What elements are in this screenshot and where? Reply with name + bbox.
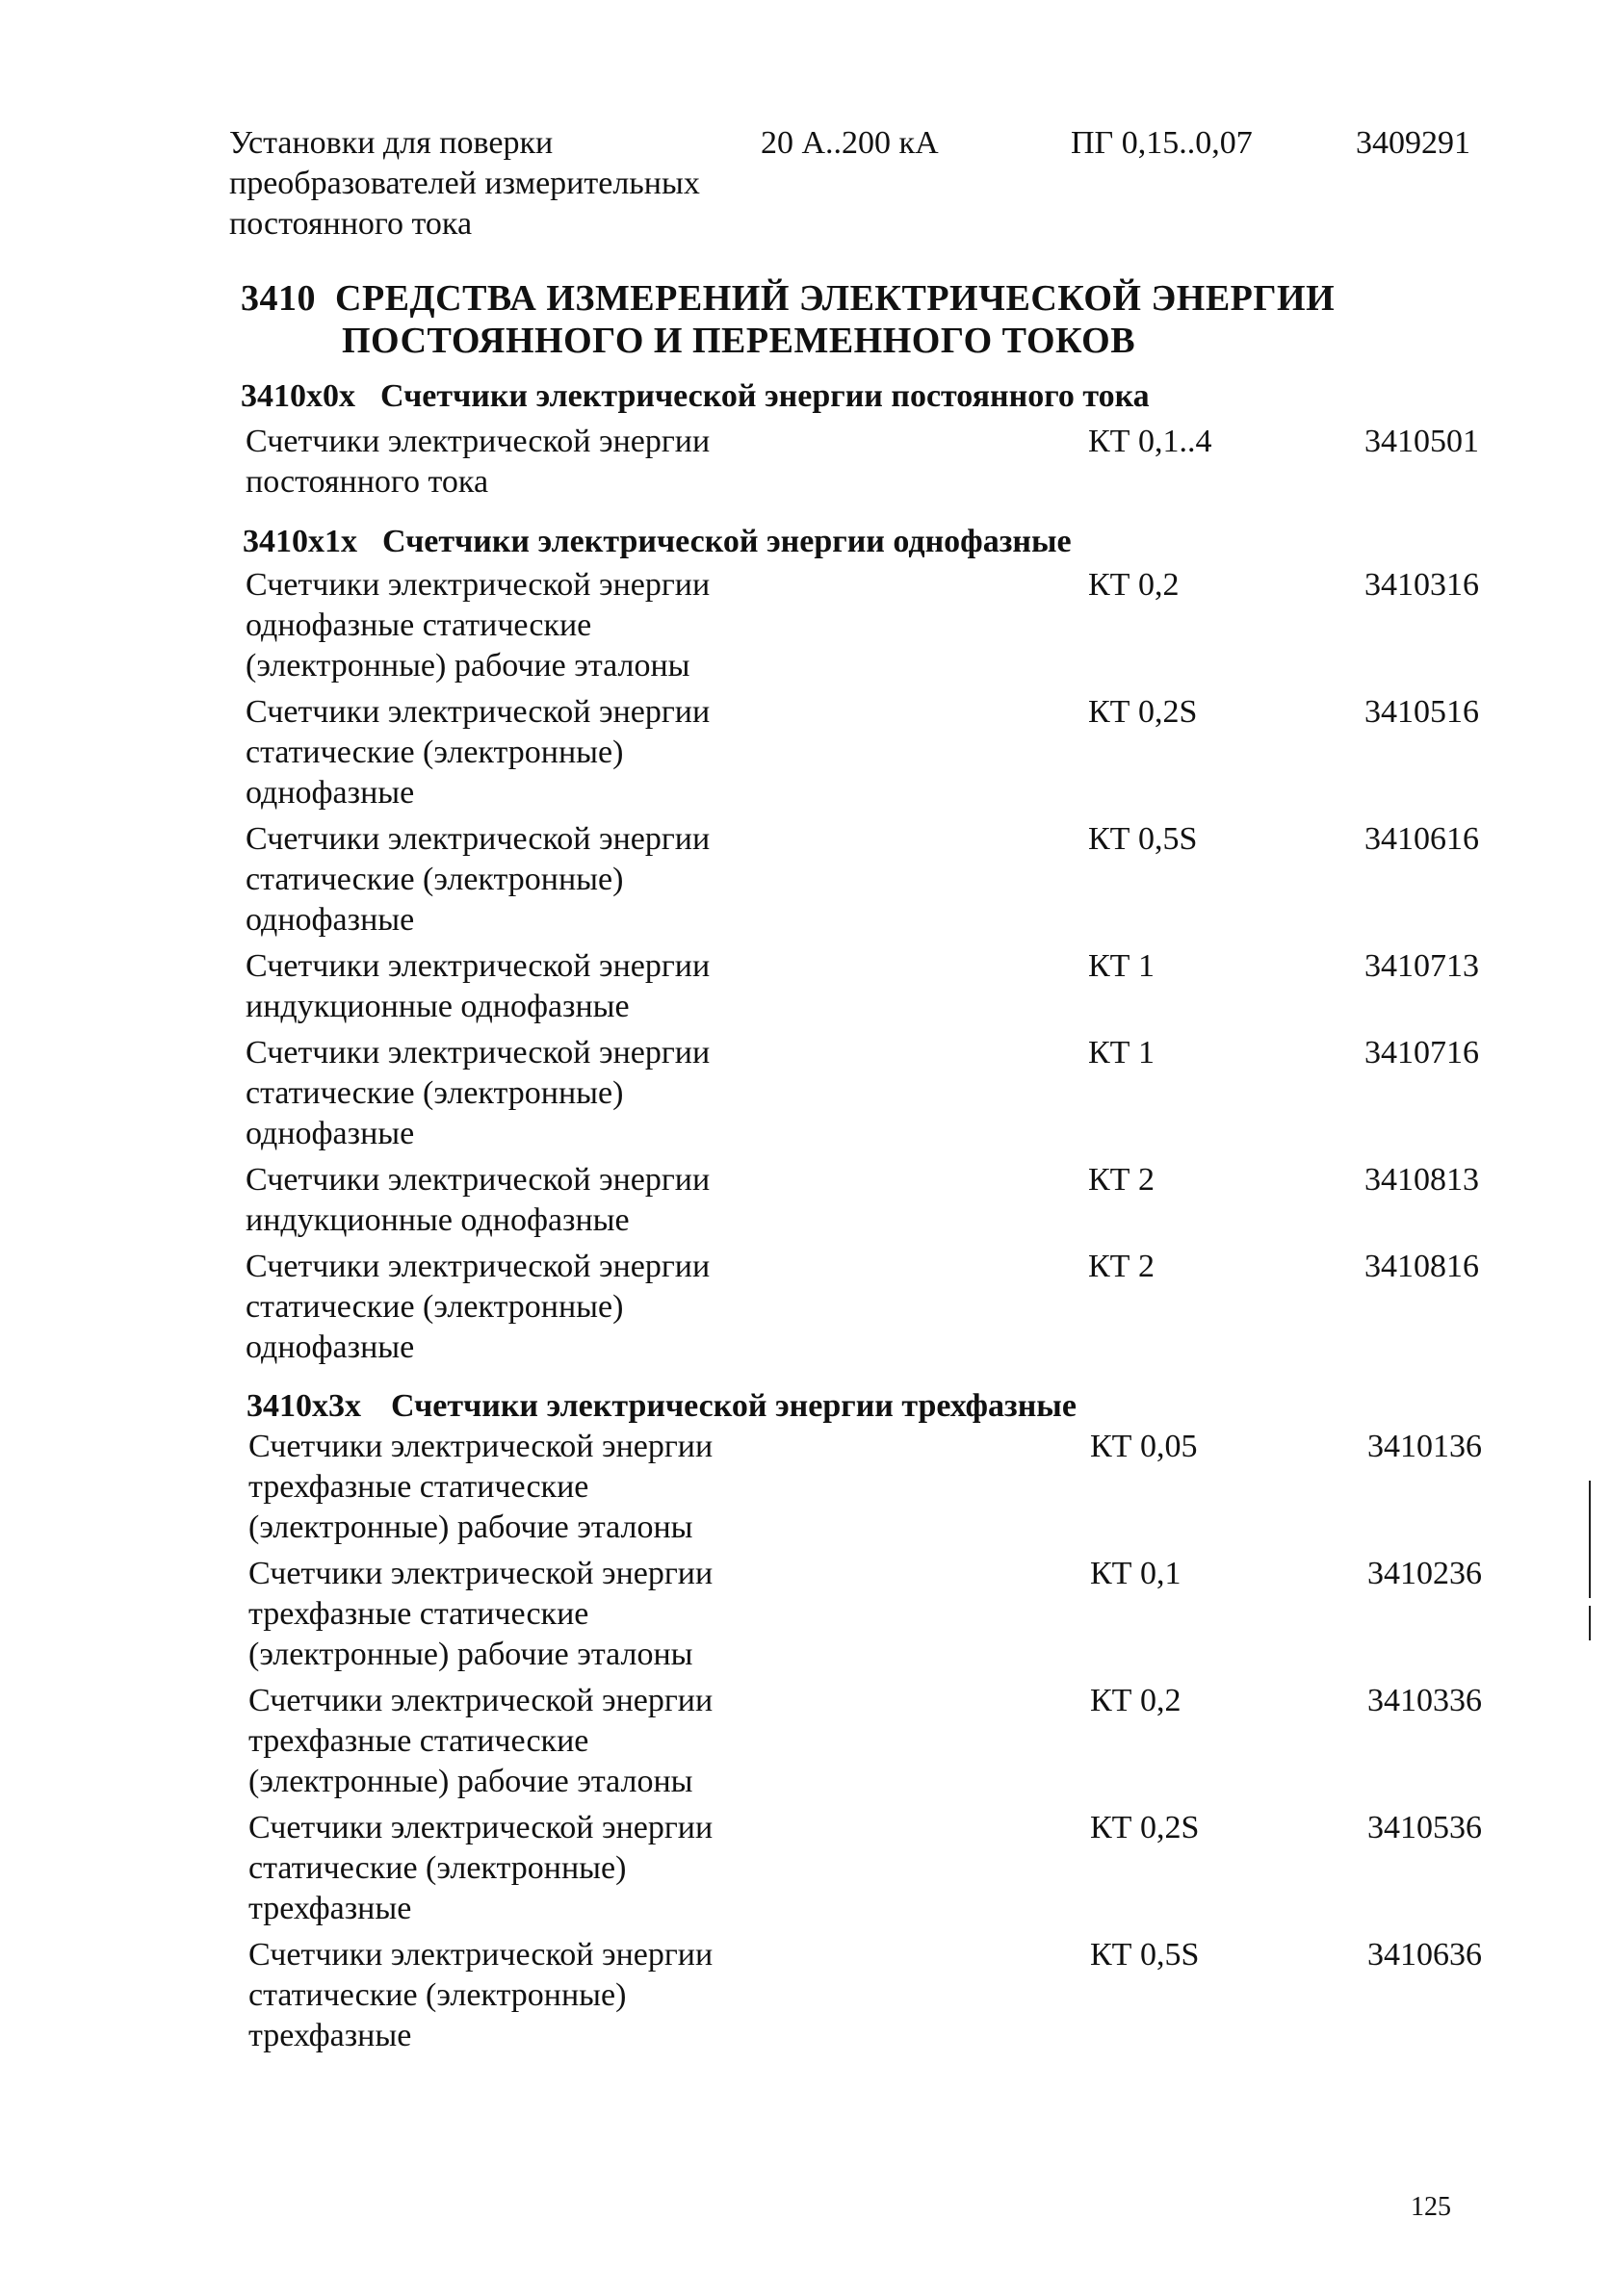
entry-code: 3410316: [1364, 567, 1479, 603]
entry-class: КТ 0,1: [1090, 1556, 1182, 1591]
entry-class: КТ 0,5S: [1088, 821, 1198, 857]
section-number: 3410: [241, 278, 316, 319]
group-code: 3410х1х: [243, 524, 357, 559]
entry-name-line: (электронные) рабочие эталоны: [248, 1637, 693, 1672]
group-title: Счетчики электрической энергии однофазные: [382, 524, 1072, 559]
entry-name-line: (электронные) рабочие эталоны: [248, 1764, 693, 1799]
entry-name-line: трехфазные статические: [248, 1469, 589, 1505]
entry-code: 3410616: [1364, 821, 1479, 857]
entry-name-line: (электронные) рабочие эталоны: [248, 1509, 693, 1545]
entry-class: КТ 1: [1088, 1035, 1155, 1071]
margin-revision-mark: [1589, 1606, 1591, 1640]
entry-name-line: Счетчики электрической энергии: [248, 1429, 714, 1464]
entry-name-line: статические (электронные): [246, 862, 624, 897]
entry-code: 3410501: [1364, 424, 1479, 459]
entry-code: 3410236: [1367, 1556, 1482, 1591]
entry-name-line: Счетчики электрической энергии: [248, 1683, 714, 1718]
entry-name-line: (электронные) рабочие эталоны: [246, 648, 690, 684]
entry-name-line: однофазные: [246, 902, 415, 938]
group-code: 3410х3х: [247, 1388, 361, 1424]
entry-name-line: статические (электронные): [246, 1289, 624, 1325]
entry-code: 3410816: [1364, 1249, 1479, 1284]
entry-name-line: трехфазные: [248, 2018, 412, 2053]
entry-name-line: Счетчики электрической энергии: [246, 1035, 711, 1071]
entry-name-line: индукционные однофазные: [246, 1202, 630, 1238]
entry-class: КТ 0,2S: [1090, 1810, 1200, 1845]
margin-revision-mark: [1589, 1481, 1591, 1598]
entry-code: 3410636: [1367, 1937, 1482, 1973]
entry-class: КТ 0,5S: [1090, 1937, 1200, 1973]
entry-name-line: статические (электронные): [248, 1977, 627, 2013]
entry-name-line: однофазные: [246, 1329, 415, 1365]
entry-name-line: постоянного тока: [246, 464, 489, 500]
entry-code: 3410716: [1364, 1035, 1479, 1071]
section-title-line-2: ПОСТОЯННОГО И ПЕРЕМЕННОГО ТОКОВ: [342, 321, 1136, 361]
entry-class: КТ 0,2S: [1088, 694, 1198, 730]
entry-name-line: статические (электронные): [246, 735, 624, 770]
entry-name-line: Счетчики электрической энергии: [248, 1810, 714, 1845]
entry-name-line: Счетчики электрической энергии: [246, 424, 711, 459]
entry-name-line: Счетчики электрической энергии: [246, 694, 711, 730]
entry-name-line: Счетчики электрической энергии: [248, 1937, 714, 1973]
entry-name-line: трехфазные статические: [248, 1723, 589, 1759]
group-code: 3410х0х: [241, 378, 355, 414]
entry-code: 3410516: [1364, 694, 1479, 730]
group-title: Счетчики электрической энергии трехфазные: [391, 1388, 1077, 1424]
entry-code: 3410536: [1367, 1810, 1482, 1845]
entry-name-line: Счетчики электрической энергии: [246, 1162, 711, 1198]
entry-class: КТ 0,2: [1090, 1683, 1182, 1718]
page-number: 125: [1411, 2192, 1451, 2222]
top-entry-range: 20 А..200 кА: [761, 125, 939, 161]
entry-class: КТ 2: [1088, 1249, 1155, 1284]
entry-class: КТ 1: [1088, 948, 1155, 984]
entry-name-line: трехфазные: [248, 1891, 412, 1926]
entry-name-line: однофазные статические: [246, 607, 592, 643]
entry-name-line: однофазные: [246, 1116, 415, 1151]
top-entry-name-line-1: Установки для поверки: [229, 125, 554, 161]
section-title-line-1: СРЕДСТВА ИЗМЕРЕНИЙ ЭЛЕКТРИЧЕСКОЙ ЭНЕРГИИ: [335, 278, 1336, 319]
top-entry-code: 3409291: [1356, 125, 1470, 161]
top-entry-name-line-3: постоянного тока: [229, 206, 473, 242]
entry-class: КТ 2: [1088, 1162, 1155, 1198]
entry-code: 3410713: [1364, 948, 1479, 984]
entry-name-line: Счетчики электрической энергии: [246, 948, 711, 984]
entry-class: КТ 0,2: [1088, 567, 1180, 603]
entry-class: КТ 0,05: [1090, 1429, 1198, 1464]
entry-class: КТ 0,1..4: [1088, 424, 1212, 459]
entry-name-line: однофазные: [246, 775, 415, 811]
entry-code: 3410813: [1364, 1162, 1479, 1198]
entry-name-line: статические (электронные): [246, 1075, 624, 1111]
group-title: Счетчики электрической энергии постоянного тока: [380, 378, 1150, 414]
entry-name-line: трехфазные статические: [248, 1596, 589, 1632]
entry-name-line: Счетчики электрической энергии: [248, 1556, 714, 1591]
entry-name-line: индукционные однофазные: [246, 989, 630, 1024]
entry-name-line: Счетчики электрической энергии: [246, 567, 711, 603]
entry-code: 3410336: [1367, 1683, 1482, 1718]
entry-name-line: Счетчики электрической энергии: [246, 821, 711, 857]
top-entry-name-line-2: преобразователей измерительных: [229, 166, 700, 201]
entry-name-line: Счетчики электрической энергии: [246, 1249, 711, 1284]
top-entry-class: ПГ 0,15..0,07: [1071, 125, 1253, 161]
entry-code: 3410136: [1367, 1429, 1482, 1464]
entry-name-line: статические (электронные): [248, 1850, 627, 1886]
